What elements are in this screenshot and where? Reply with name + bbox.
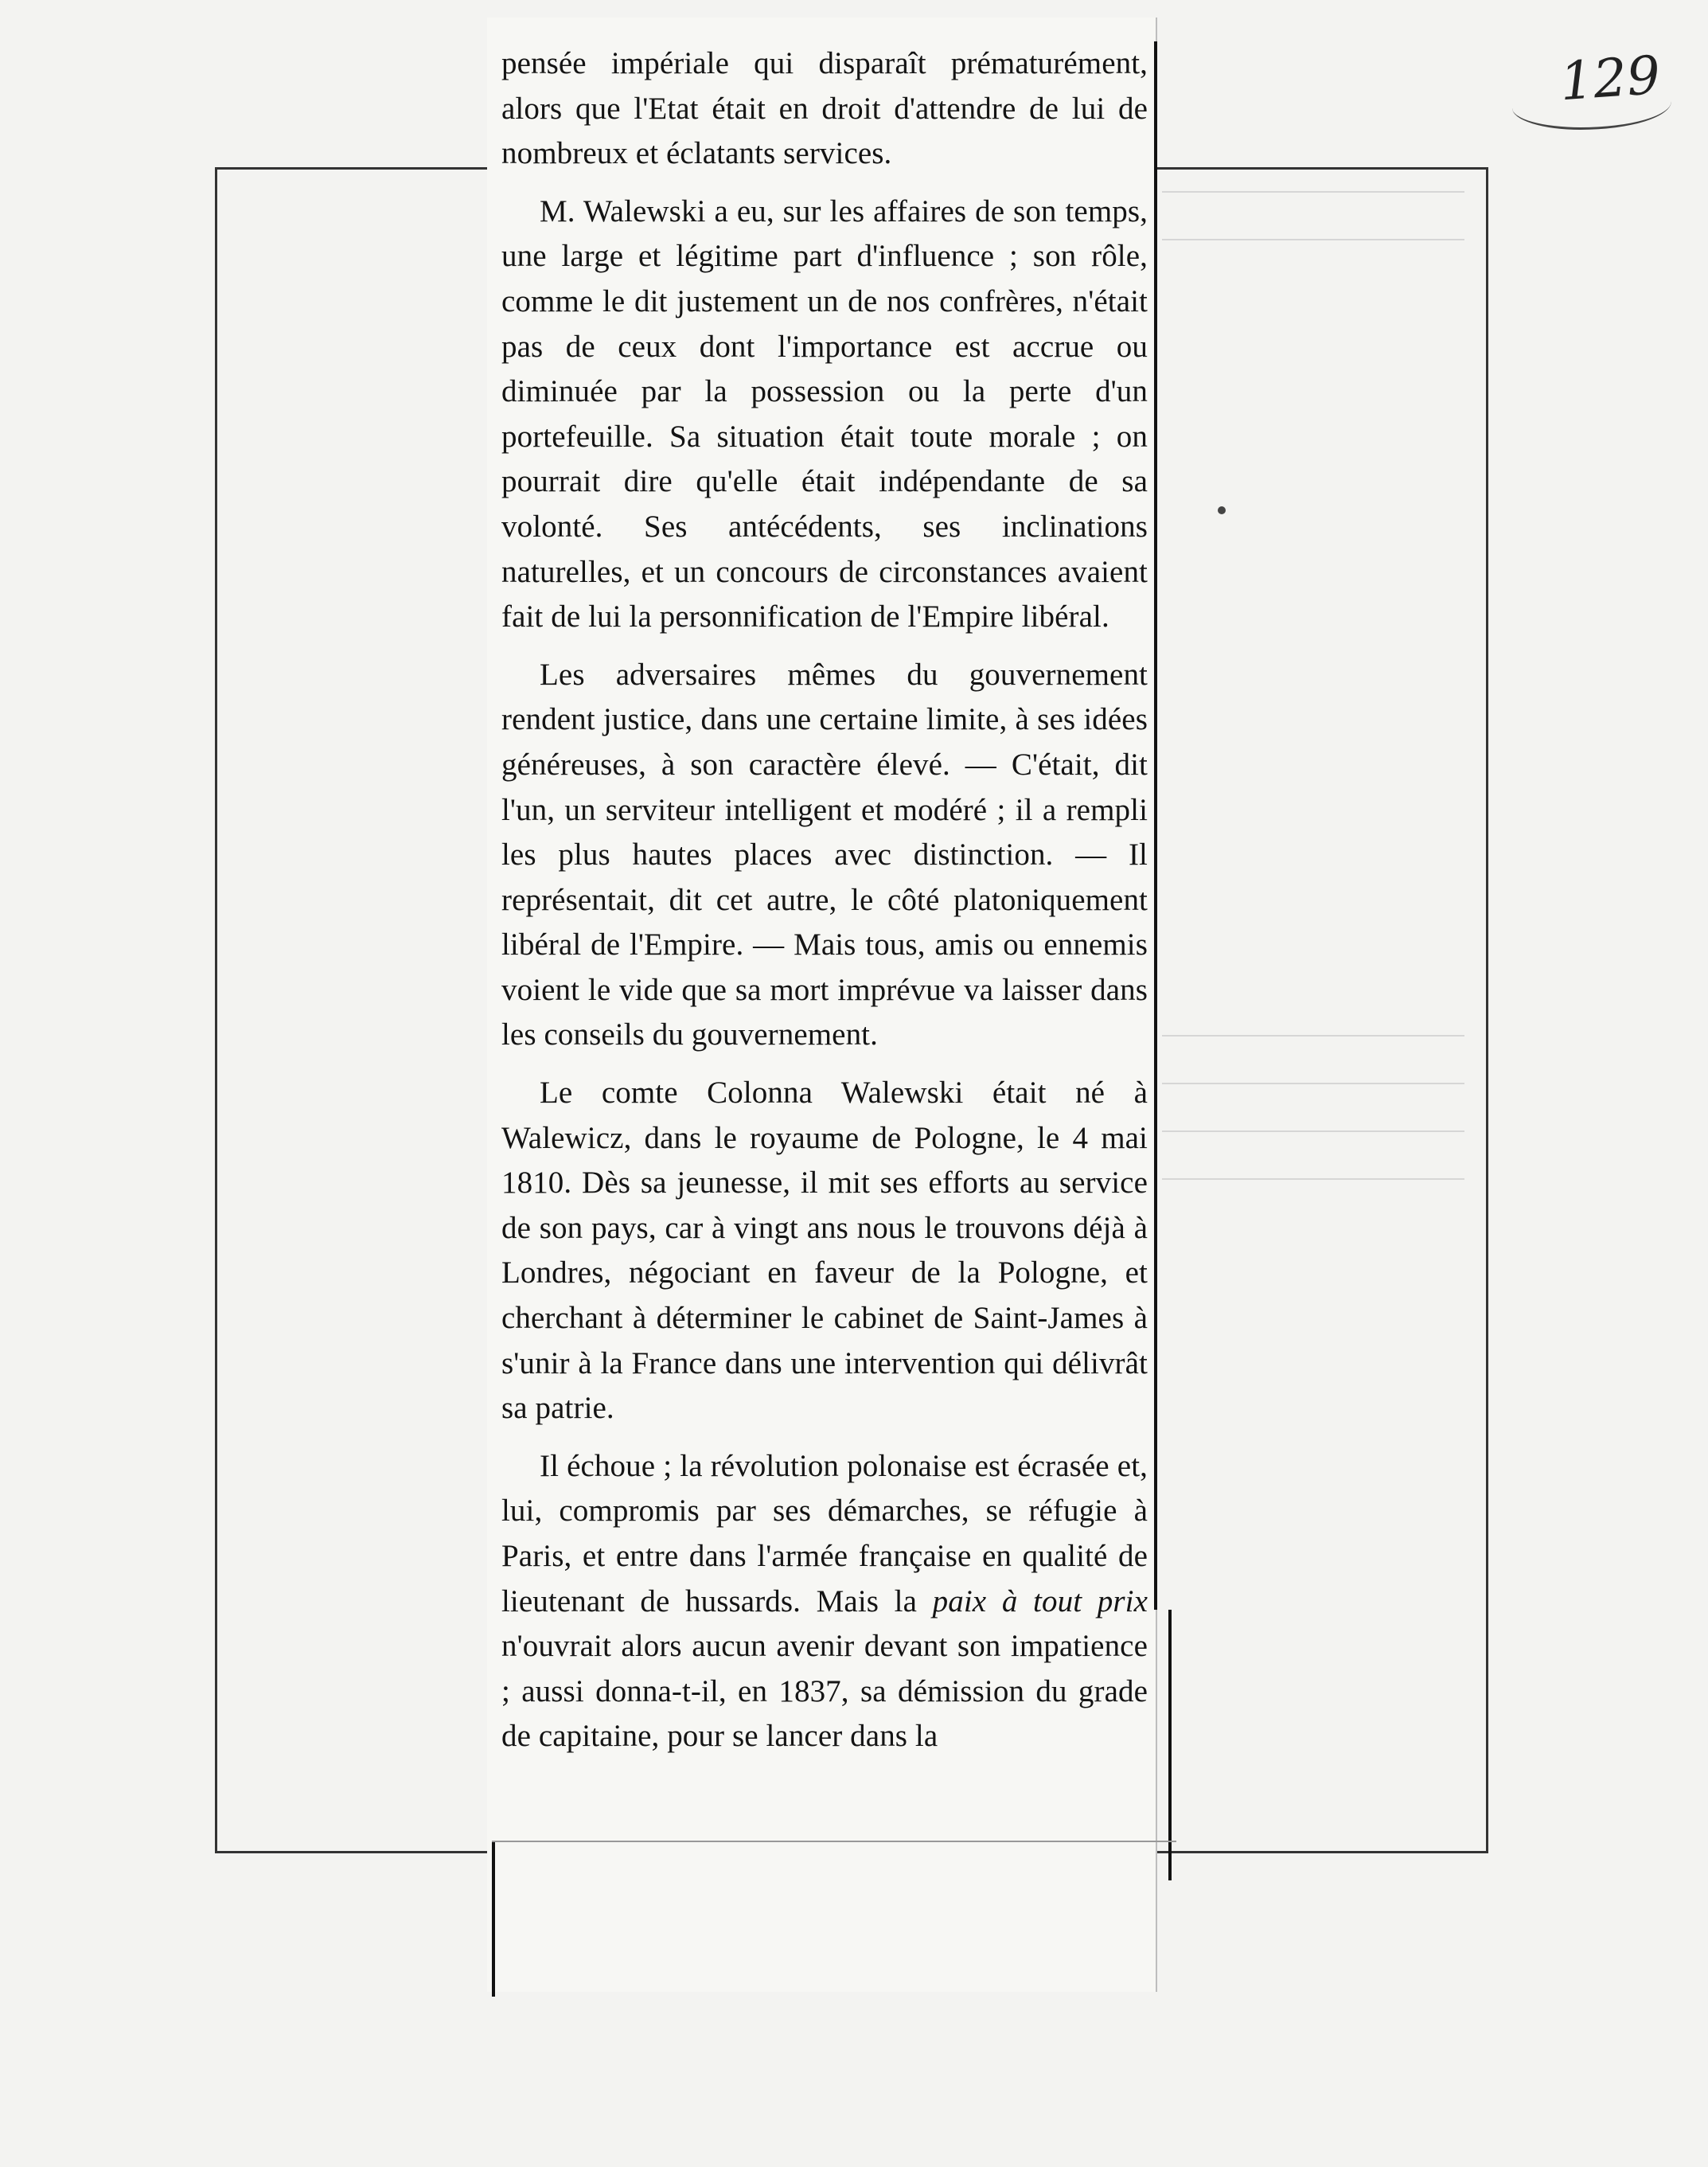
article-paragraph: pensée impériale qui disparaît prématurément, alors que l'Etat était en droit d'attendre de lui de nombreux et éclatants services. xyxy=(501,46,1148,171)
ruled-line xyxy=(1162,1035,1464,1037)
article-paragraph: M. Walewski a eu, sur les affaires de son temps, une large et légitime part d'influence ; son rôle, comme le dit justement un de nos confrères, n'était pas de ceux dont l'importance est accrue ou diminuée par la possession ou la perte d'un portefeuille. Sa situation était toute morale ; on pourrait dire qu'elle était indépendante de sa volonté. Ses antécédents, ses inclinations naturelles, et un concours de circonstances avaient fait de lui la personnification de l'Empire libéral. xyxy=(501,193,1148,634)
ink-dot xyxy=(1218,506,1226,514)
clipping-seam xyxy=(492,1841,1176,1842)
paragraph-text: Il échoue ; la révolution polonaise est écrasée et, lui, compromis par ses démarches, se réfugie à Paris, et entre dans l'armée française en qualité de lieutenant de hussards. Mais la xyxy=(501,1448,1148,1618)
ruled-line xyxy=(1162,191,1464,193)
ruled-line xyxy=(1162,1083,1464,1084)
paragraph-text: n'ouvrait alors aucun avenir devant son impatience ; aussi donna-t-il, en 1837, sa démission du grade de capitaine, pour se lancer dans la xyxy=(501,1629,1148,1754)
article-paragraph: Le comte Colonna Walewski était né à Walewicz, dans le royaume de Pologne, le 4 mai 1810. Dès sa jeunesse, il mit ses efforts au service de son pays, car à vingt ans nous le trouvons déjà à Londres, négociant en faveur de la Pologne, et cherchant à déterminer le cabinet de Saint-James à s'unir à la France dans une intervention qui délivrât sa patrie. xyxy=(501,1076,1148,1426)
newspaper-clipping xyxy=(487,18,1156,1992)
column-rule xyxy=(1154,41,1157,1610)
ruled-line xyxy=(1162,239,1464,240)
italic-phrase: paix à tout prix xyxy=(932,1583,1148,1618)
article-paragraph: Les adversaires mêmes du gouvernement rendent justice, dans une certaine limite, à ses idées généreuses, à son caractère élevé. — C'était, dit l'un, un serviteur intelligent et modéré ; il a rempli les plus hautes places avec distinction. — Il représentait, dit cet autre, le côté platoniquement libéral de l'Empire. — Mais tous, amis ou ennemis voient le vide que sa mort imprévue va laisser dans les conseils du gouvernement. xyxy=(501,657,1148,1052)
ruled-line xyxy=(1162,1178,1464,1180)
ruled-line xyxy=(1162,1130,1464,1132)
column-rule xyxy=(1168,1610,1172,1880)
column-rule xyxy=(492,1841,495,1997)
article-paragraph xyxy=(501,1444,1148,1759)
article-column xyxy=(501,41,1148,1772)
folio-number: 129 xyxy=(1558,44,1663,113)
